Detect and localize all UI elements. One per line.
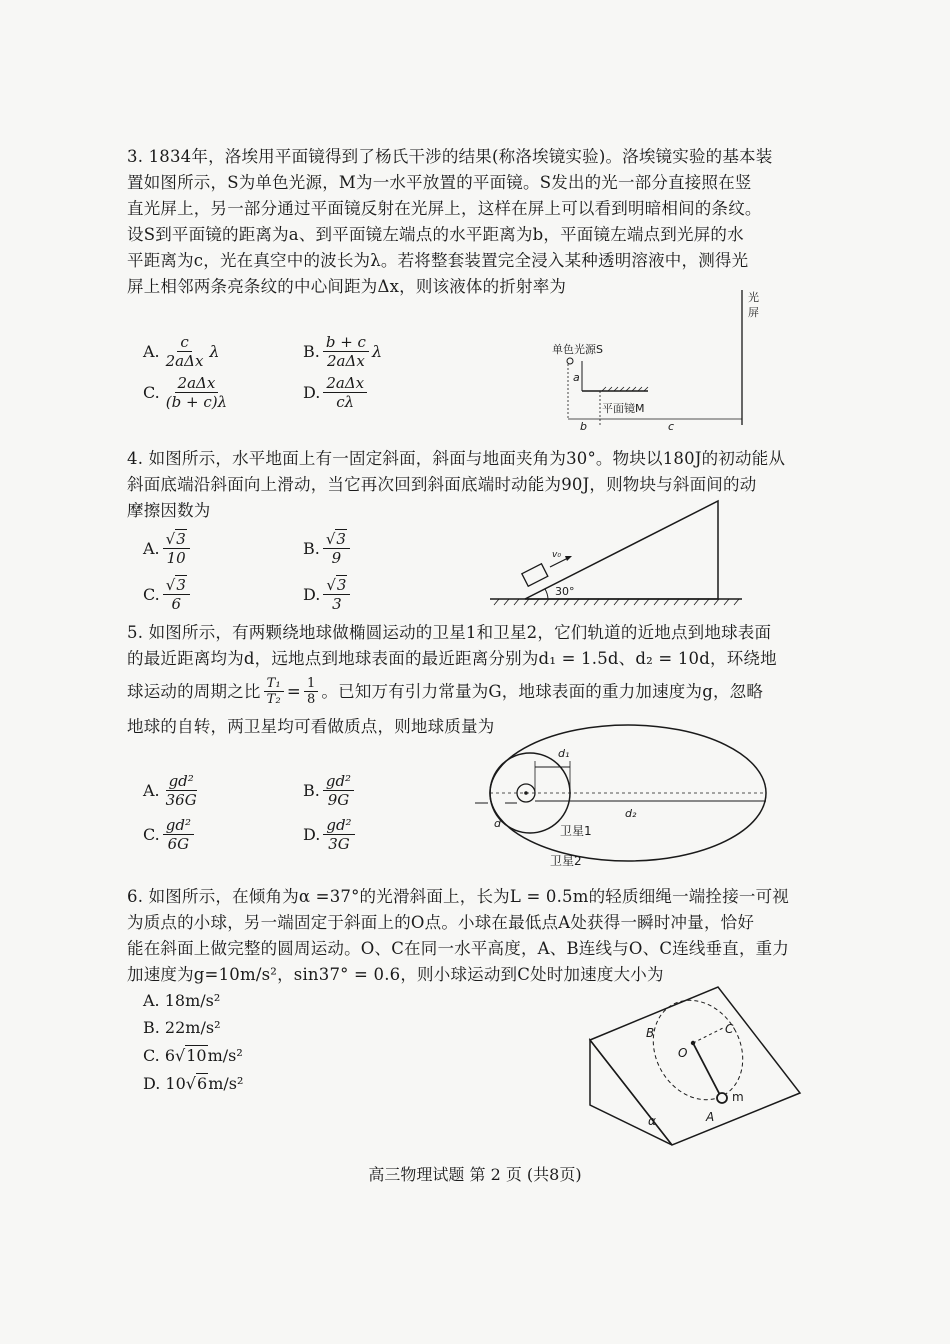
- radicand: 10: [186, 1046, 207, 1065]
- equals: =: [286, 681, 301, 701]
- q3-option-d[interactable]: [303, 374, 370, 411]
- q3-option-a[interactable]: [143, 333, 220, 370]
- option-label: B.: [303, 781, 320, 800]
- q4-line-3: 摩擦因数为: [127, 501, 211, 520]
- numerator: √3: [163, 530, 190, 549]
- ground-hatch: [494, 599, 739, 605]
- q5-option-b[interactable]: [303, 772, 357, 809]
- q5-option-d[interactable]: [303, 816, 358, 853]
- q6-option-d[interactable]: D. 10 √ 6 m/s²: [143, 1073, 244, 1093]
- denominator: T₂: [266, 692, 281, 707]
- q4-option-c[interactable]: [143, 576, 193, 613]
- mirror-label: 平面镜M: [602, 402, 645, 415]
- fraction: [163, 374, 230, 411]
- string: [693, 1043, 720, 1095]
- oc-line: [693, 1027, 725, 1043]
- fraction: [163, 576, 190, 613]
- b-label: b: [580, 420, 587, 433]
- q6-option-b[interactable]: B. 22m/s²: [143, 1018, 221, 1037]
- option-label: B.: [303, 342, 320, 361]
- ball-icon: [717, 1093, 727, 1103]
- fraction: [163, 816, 194, 853]
- numerator: gd²: [166, 772, 197, 791]
- orbit-figure: [470, 715, 780, 875]
- screen-label-1: 光: [748, 291, 759, 304]
- numerator: gd²: [323, 816, 354, 835]
- fraction: [323, 816, 354, 853]
- radicand: 3: [176, 576, 186, 594]
- option-label: A.: [143, 781, 160, 800]
- numerator: 2aΔx: [323, 374, 367, 393]
- denominator: 9: [331, 549, 342, 567]
- q5-line-4: 地球的自转，两卫星均可看做质点，则地球质量为: [127, 717, 495, 736]
- q3-line-2: 置如图所示，S为单色光源，M为一水平放置的平面镜。S发出的光一部分直接照在竖: [127, 173, 752, 192]
- denominator: 2aΔx: [165, 352, 204, 370]
- numerator: gd²: [163, 816, 194, 835]
- q4-line-1: 4. 如图所示，水平地面上有一固定斜面，斜面与地面夹角为30°。物块以180J的初动能从: [127, 449, 786, 468]
- denominator: 6G: [167, 835, 190, 853]
- alpha-label: α: [648, 1114, 656, 1128]
- q4-option-a[interactable]: [143, 530, 193, 567]
- angle-label: 30°: [555, 585, 575, 598]
- option-label: C.: [143, 383, 160, 402]
- q6-line-3: 能在斜面上做完整的圆周运动。O、C在同一水平高度，A、B连线与O、C连线垂直，重力: [127, 939, 790, 958]
- q3-line-1: 3. 1834年，洛埃用平面镜得到了杨氏干涉的结果(称洛埃镜实验)。洛埃镜实验的基本装: [127, 147, 773, 166]
- angle-arc: [545, 589, 548, 599]
- period-ratio: [264, 676, 284, 707]
- incline-side: [590, 1040, 672, 1145]
- option-label: A.: [143, 539, 160, 558]
- option-label: B.: [303, 539, 320, 558]
- q5-line-1: 5. 如图所示，有两颗绕地球做椭圆运动的卫星1和卫星2，它们轨道的近地点到地球表面: [127, 623, 772, 642]
- denominator: 10: [166, 549, 186, 567]
- unit: m/s²: [208, 1073, 244, 1093]
- q5-line-3: [127, 676, 763, 707]
- a-point-label: A: [706, 1110, 715, 1124]
- source-label: 单色光源S: [552, 343, 603, 356]
- arrow-head-icon: [565, 556, 572, 561]
- denominator: 3: [332, 595, 342, 613]
- denominator: 3G: [328, 835, 350, 853]
- suffix: λ: [371, 342, 383, 361]
- option-text: C. 6: [143, 1045, 176, 1065]
- q6-line-2: 为质点的小球，另一端固定于斜面上的O点。小球在最低点A处获得一瞬时冲量，恰好: [127, 913, 755, 932]
- fraction: [323, 374, 367, 411]
- option-label: C.: [143, 585, 160, 604]
- q5-line-3-pre: 球运动的周期之比: [127, 681, 261, 701]
- b-point-label: B: [646, 1026, 655, 1040]
- o-point-label: O: [678, 1046, 688, 1060]
- q4-option-b[interactable]: [303, 530, 353, 567]
- numerator: T₁: [264, 676, 284, 692]
- incline-figure: [490, 495, 750, 610]
- unit: m/s²: [207, 1045, 243, 1065]
- q6-line-4: 加速度为g=10m/s²，sin37° = 0.6，则小球运动到C处时加速度大小为: [127, 965, 664, 984]
- q3-option-c[interactable]: [143, 374, 233, 411]
- q3-line-4: 设S到平面镜的距离为a、到平面镜左端点的水平距离为b，平面镜左端点到光屏的水: [127, 225, 744, 244]
- light-source-icon: [567, 358, 573, 364]
- option-label: D.: [303, 383, 321, 402]
- option-label: D.: [303, 585, 321, 604]
- d2-label: d₂: [625, 807, 637, 820]
- c-point-label: C: [725, 1022, 734, 1036]
- lloyd-mirror-figure: [540, 285, 780, 435]
- numerator: √3: [163, 576, 190, 595]
- m-label: m: [732, 1090, 744, 1104]
- satellite-1-label: 卫星1: [560, 824, 592, 838]
- denominator: 6: [171, 595, 182, 613]
- q5-option-a[interactable]: [143, 772, 203, 809]
- c-label: c: [668, 420, 675, 433]
- q6-option-c[interactable]: C. 6 √ 10 m/s²: [143, 1045, 243, 1065]
- d-label: d: [494, 817, 501, 830]
- option-label: C.: [143, 825, 160, 844]
- d1-label: d₁: [558, 747, 570, 760]
- incline-face: [590, 987, 800, 1145]
- radicand: 6: [197, 1074, 208, 1093]
- fraction: [163, 530, 190, 567]
- q4-line-2: 斜面底端沿斜面向上滑动，当它再次回到斜面底端时动能为90J，则物块与斜面间的动: [127, 475, 757, 494]
- denominator: 2aΔx: [327, 352, 365, 370]
- a-label: a: [573, 371, 580, 384]
- pivot-o: [691, 1041, 695, 1045]
- q3-option-b[interactable]: [303, 333, 382, 370]
- denominator: (b + c)λ: [165, 393, 228, 411]
- q4-option-d[interactable]: [303, 576, 353, 613]
- fraction: [323, 772, 354, 809]
- ratio-value: [304, 676, 318, 707]
- denominator: 8: [306, 692, 316, 707]
- q6-line-1: 6. 如图所示，在倾角为α =37°的光滑斜面上，长为L = 0.5m的轻质细绳一端拴接一可视: [127, 887, 790, 906]
- fraction: [323, 576, 350, 613]
- fraction: [163, 772, 200, 809]
- option-label: A.: [143, 342, 160, 361]
- fraction: [323, 333, 369, 370]
- q5-option-c[interactable]: [143, 816, 197, 853]
- fraction: [323, 530, 350, 567]
- q5-line-3-post: 。已知万有引力常量为G，地球表面的重力加速度为g，忽略: [321, 681, 764, 701]
- denominator: 36G: [165, 791, 197, 809]
- numerator: √3: [323, 576, 350, 595]
- screen-label-2: 屏: [748, 306, 759, 319]
- numerator: √3: [323, 530, 350, 549]
- block: [522, 564, 548, 586]
- v0-label: v₀: [552, 550, 561, 560]
- numerator: 1: [304, 676, 318, 692]
- option-text: D. 10: [143, 1073, 186, 1093]
- numerator: c: [177, 333, 191, 352]
- numerator: 2aΔx: [175, 374, 219, 393]
- fraction: [163, 333, 207, 370]
- q5-line-2: 的最近距离均为d，远地点到地球表面的最近距离分别为d₁ = 1.5d、d₂ = 10d，环绕地: [127, 649, 777, 668]
- denominator: 9G: [327, 791, 350, 809]
- numerator: b + c: [323, 333, 369, 352]
- q6-option-a[interactable]: A. 18m/s²: [143, 991, 221, 1010]
- radicand: 3: [176, 530, 186, 548]
- numerator: gd²: [323, 772, 354, 791]
- q3-line-5: 平距离为c，光在真空中的波长为λ。若将整套装置完全浸入某种透明溶液中，测得光: [127, 251, 749, 270]
- satellite-2-label: 卫星2: [550, 854, 582, 868]
- denominator: cλ: [336, 393, 355, 411]
- circular-motion-figure: [590, 975, 805, 1150]
- q3-line-3: 直光屏上，另一部分通过平面镜反射在光屏上，这样在屏上可以看到明暗相间的条纹。: [127, 199, 762, 218]
- radicand: 3: [336, 530, 346, 548]
- option-label: D.: [303, 825, 321, 844]
- q3-line-6: 屏上相邻两条亮条纹的中心间距为Δx，则该液体的折射率为: [127, 277, 567, 296]
- suffix: λ: [209, 342, 220, 361]
- radicand: 3: [336, 576, 347, 594]
- page-footer: 高三物理试题 第 2 页 (共8页): [368, 1165, 582, 1184]
